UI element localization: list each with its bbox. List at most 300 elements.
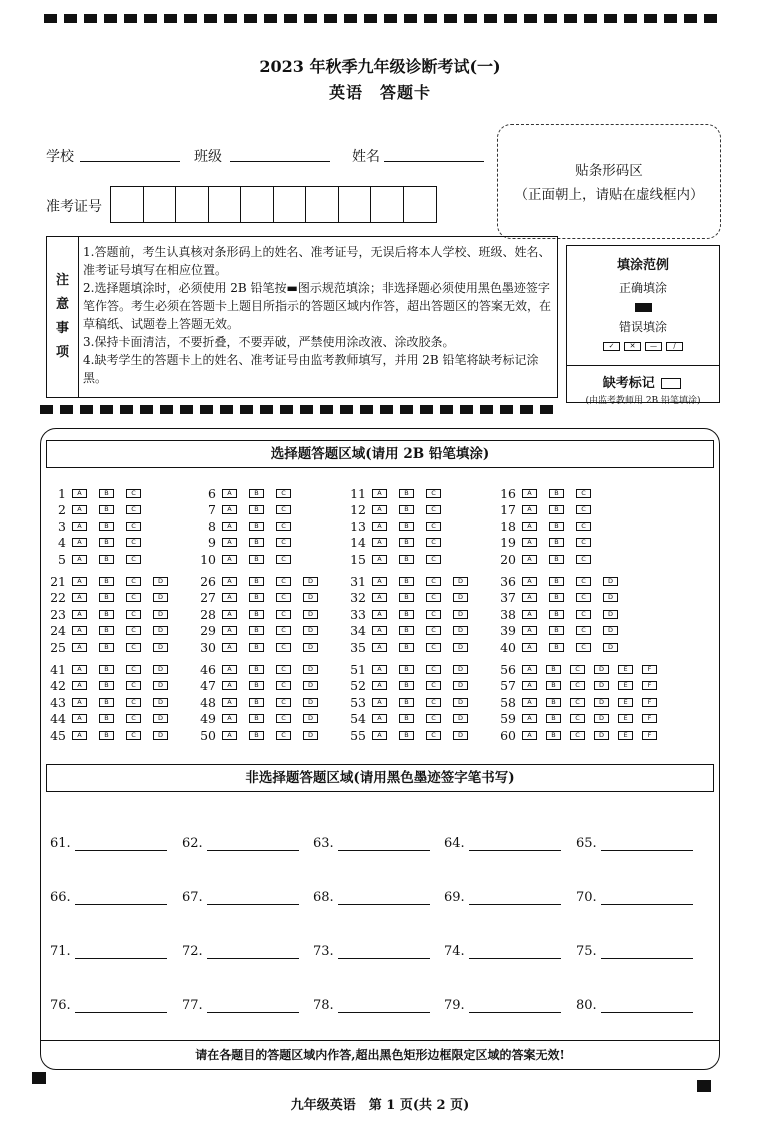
bubble-B[interactable]: B — [249, 643, 264, 652]
bubble-B[interactable]: B — [549, 538, 564, 547]
bubble-D[interactable]: D — [453, 731, 468, 740]
bubble-C[interactable]: C — [426, 538, 441, 547]
bubble-A[interactable]: A — [72, 698, 87, 707]
bubble-D[interactable]: D — [453, 593, 468, 602]
bubble-A[interactable]: A — [222, 538, 237, 547]
bubble-B[interactable]: B — [249, 593, 264, 602]
bubble-C[interactable]: C — [570, 665, 585, 674]
bubble-B[interactable]: B — [549, 522, 564, 531]
bubble-A[interactable]: A — [72, 538, 87, 547]
question-9 — [194, 535, 303, 551]
bubble-D[interactable]: D — [603, 643, 618, 652]
question-43 — [44, 694, 180, 710]
bubble-C[interactable]: C — [126, 714, 141, 723]
bubble-B[interactable]: B — [249, 505, 264, 514]
bubble-B[interactable]: B — [399, 714, 414, 723]
bubble-A[interactable]: A — [522, 731, 537, 740]
bubble-A[interactable]: A — [372, 593, 387, 602]
bubble-A[interactable]: A — [72, 665, 87, 674]
bubble-A[interactable]: A — [72, 610, 87, 619]
answer-blank[interactable] — [75, 837, 167, 851]
bubble-A[interactable]: A — [372, 577, 387, 586]
bubble-E[interactable]: E — [618, 698, 633, 707]
bubble-C[interactable]: C — [426, 489, 441, 498]
question-number: 7 — [208, 502, 216, 517]
bubble-C[interactable]: C — [426, 714, 441, 723]
bubble-A[interactable]: A — [222, 731, 237, 740]
question-48 — [194, 694, 330, 710]
bubble-C[interactable]: C — [276, 698, 291, 707]
question-number: 3 — [58, 518, 66, 534]
bubble-B[interactable]: B — [399, 522, 414, 531]
bubble-D[interactable]: D — [303, 698, 318, 707]
bubble-B[interactable]: B — [99, 626, 114, 635]
bubble-C[interactable]: C — [126, 626, 141, 635]
answer-blank[interactable] — [601, 891, 693, 905]
bubble-A[interactable]: A — [222, 714, 237, 723]
bubble-D[interactable]: D — [303, 593, 318, 602]
bubble-B[interactable]: B — [249, 681, 264, 690]
bubble-B[interactable]: B — [399, 643, 414, 652]
bubble-A[interactable]: A — [372, 698, 387, 707]
bubble-D[interactable]: D — [603, 577, 618, 586]
nonchoice-section-header: 非选择题答题区域(请用黑色墨迹签字笔书写) — [46, 764, 714, 792]
bubble-B[interactable]: B — [549, 555, 564, 564]
bubble-D[interactable]: D — [453, 643, 468, 652]
bubble-A[interactable]: A — [522, 577, 537, 586]
answer-blank[interactable] — [75, 945, 167, 959]
bubble-B[interactable]: B — [399, 626, 414, 635]
bubble-A[interactable]: A — [522, 489, 537, 498]
bubble-B[interactable]: B — [549, 489, 564, 498]
bubble-C[interactable]: C — [126, 643, 141, 652]
bubble-A[interactable]: A — [372, 681, 387, 690]
bubble-A[interactable]: A — [222, 505, 237, 514]
fill-question — [50, 998, 167, 1013]
bubble-C[interactable]: C — [570, 698, 585, 707]
question-34 — [344, 623, 480, 639]
answer-blank[interactable] — [207, 837, 299, 851]
bubble-C[interactable]: C — [276, 577, 291, 586]
bubble-C[interactable]: C — [276, 610, 291, 619]
bubble-A[interactable]: A — [72, 643, 87, 652]
bubble-C[interactable]: C — [576, 522, 591, 531]
bubble-D[interactable]: D — [303, 577, 318, 586]
bubble-F[interactable]: F — [642, 698, 657, 707]
bubble-C[interactable]: C — [426, 505, 441, 514]
bubble-C[interactable]: C — [126, 610, 141, 619]
bubble-F[interactable]: F — [642, 714, 657, 723]
answer-blank[interactable] — [469, 945, 561, 959]
bubble-C[interactable]: C — [126, 698, 141, 707]
bubble-C[interactable]: C — [126, 731, 141, 740]
answer-blank[interactable] — [469, 837, 561, 851]
bubble-B[interactable]: B — [99, 538, 114, 547]
bubble-A[interactable]: A — [372, 555, 387, 564]
notes-side-label: 注 意 事 项 — [47, 237, 79, 397]
bubble-B[interactable]: B — [249, 731, 264, 740]
bubble-D[interactable]: D — [303, 681, 318, 690]
bubble-B[interactable]: B — [249, 665, 264, 674]
question-18 — [494, 518, 603, 534]
bubble-A[interactable]: A — [222, 681, 237, 690]
bubble-B[interactable]: B — [546, 714, 561, 723]
question-24 — [44, 623, 180, 639]
bubble-B[interactable]: B — [249, 522, 264, 531]
barcode-area — [497, 124, 721, 239]
bubble-B[interactable]: B — [99, 731, 114, 740]
bubble-B[interactable]: B — [249, 698, 264, 707]
bubble-C[interactable]: C — [126, 522, 141, 531]
bubble-B[interactable]: B — [99, 714, 114, 723]
bubble-C[interactable]: C — [426, 610, 441, 619]
question-38 — [494, 606, 630, 622]
bubble-C[interactable]: C — [570, 714, 585, 723]
question-number: 53 — [350, 694, 366, 710]
bubble-A[interactable]: A — [372, 489, 387, 498]
question-55 — [344, 727, 480, 743]
bubble-E[interactable]: E — [618, 665, 633, 674]
absent-mark-box[interactable] — [661, 378, 681, 389]
bubble-A[interactable]: A — [522, 626, 537, 635]
bubble-B[interactable]: B — [399, 698, 414, 707]
bubble-A[interactable]: A — [222, 643, 237, 652]
fill-question-number: 67. — [182, 890, 203, 905]
question-30 — [194, 639, 330, 655]
name-input[interactable] — [384, 161, 484, 162]
fill-question-number: 80. — [576, 998, 597, 1013]
bubble-D[interactable]: D — [153, 593, 168, 602]
bubble-B[interactable]: B — [99, 577, 114, 586]
bubble-B[interactable]: B — [399, 577, 414, 586]
bubble-C[interactable]: C — [276, 593, 291, 602]
bubble-B[interactable]: B — [546, 681, 561, 690]
bubble-B[interactable]: B — [549, 643, 564, 652]
bubble-C[interactable]: C — [576, 489, 591, 498]
answer-blank[interactable] — [601, 999, 693, 1013]
question-number: 12 — [350, 502, 366, 517]
bubble-C[interactable]: C — [426, 731, 441, 740]
bubble-A[interactable]: A — [72, 626, 87, 635]
bubble-C[interactable]: C — [276, 522, 291, 531]
bubble-C[interactable]: C — [126, 489, 141, 498]
question-number: 35 — [350, 639, 366, 655]
bubble-C[interactable]: C — [276, 538, 291, 547]
bubble-B[interactable]: B — [546, 665, 561, 674]
bubble-D[interactable]: D — [303, 643, 318, 652]
bubble-B[interactable]: B — [546, 698, 561, 707]
bubble-B[interactable]: B — [549, 626, 564, 635]
answer-blank[interactable] — [338, 999, 430, 1013]
bubble-B[interactable]: B — [99, 610, 114, 619]
bubble-D[interactable]: D — [153, 610, 168, 619]
bubble-D[interactable]: D — [153, 665, 168, 674]
bubble-E[interactable]: E — [618, 714, 633, 723]
bubble-F[interactable]: F — [642, 665, 657, 674]
bubble-D[interactable]: D — [453, 681, 468, 690]
mid-dashed-border — [40, 405, 555, 414]
bubble-A[interactable]: A — [372, 643, 387, 652]
fill-question — [313, 836, 430, 851]
bubble-D[interactable]: D — [603, 626, 618, 635]
bubble-D[interactable]: D — [153, 577, 168, 586]
question-number: 49 — [200, 711, 216, 726]
answer-blank[interactable] — [338, 945, 430, 959]
bubble-B[interactable]: B — [549, 505, 564, 514]
bubble-B[interactable]: B — [549, 577, 564, 586]
bubble-A[interactable]: A — [372, 665, 387, 674]
bubble-C[interactable]: C — [426, 593, 441, 602]
bubble-B[interactable]: B — [99, 681, 114, 690]
bubble-C[interactable]: C — [276, 665, 291, 674]
bubble-D[interactable]: D — [594, 665, 609, 674]
bubble-A[interactable]: A — [522, 522, 537, 531]
answer-blank[interactable] — [75, 999, 167, 1013]
question-52 — [344, 678, 480, 694]
question-54 — [344, 711, 480, 727]
answer-blank[interactable] — [338, 891, 430, 905]
bubble-B[interactable]: B — [399, 610, 414, 619]
bubble-C[interactable]: C — [276, 626, 291, 635]
question-number: 59 — [500, 711, 516, 726]
bubble-A[interactable]: A — [222, 626, 237, 635]
bubble-A[interactable]: A — [72, 522, 87, 531]
bubble-A[interactable]: A — [522, 555, 537, 564]
bubble-A[interactable]: A — [72, 489, 87, 498]
bubble-B[interactable]: B — [399, 665, 414, 674]
question-number: 48 — [200, 694, 216, 710]
bubble-B[interactable]: B — [249, 538, 264, 547]
bubble-B[interactable]: B — [399, 505, 414, 514]
bubble-A[interactable]: A — [72, 681, 87, 690]
bubble-D[interactable]: D — [153, 643, 168, 652]
bubble-A[interactable]: A — [522, 538, 537, 547]
bubble-C[interactable]: C — [276, 489, 291, 498]
bubble-A[interactable]: A — [222, 610, 237, 619]
bubble-D[interactable]: D — [594, 698, 609, 707]
bubble-C[interactable]: C — [276, 555, 291, 564]
answer-blank[interactable] — [207, 999, 299, 1013]
class-input[interactable] — [230, 161, 330, 162]
question-39 — [494, 623, 630, 639]
bubble-D[interactable]: D — [153, 626, 168, 635]
bubble-D[interactable]: D — [453, 577, 468, 586]
bubble-D[interactable]: D — [453, 698, 468, 707]
bubble-B[interactable]: B — [399, 489, 414, 498]
bubble-C[interactable]: C — [126, 593, 141, 602]
bubble-C[interactable]: C — [126, 665, 141, 674]
bubble-E[interactable]: E — [618, 681, 633, 690]
fill-question — [50, 944, 167, 959]
bubble-A[interactable]: A — [222, 555, 237, 564]
bubble-C[interactable]: C — [576, 505, 591, 514]
bubble-C[interactable]: C — [576, 577, 591, 586]
bubble-D[interactable]: D — [303, 610, 318, 619]
bubble-D[interactable]: D — [594, 714, 609, 723]
bubble-A[interactable]: A — [372, 731, 387, 740]
bubble-D[interactable]: D — [603, 593, 618, 602]
bubble-B[interactable]: B — [399, 593, 414, 602]
bubble-B[interactable]: B — [399, 681, 414, 690]
bubble-A[interactable]: A — [222, 698, 237, 707]
bubble-A[interactable]: A — [222, 577, 237, 586]
bubble-C[interactable]: C — [426, 681, 441, 690]
bubble-D[interactable]: D — [303, 731, 318, 740]
bubble-F[interactable]: F — [642, 731, 657, 740]
question-number: 18 — [500, 518, 516, 534]
bubble-A[interactable]: A — [222, 593, 237, 602]
bubble-D[interactable]: D — [453, 665, 468, 674]
bubble-A[interactable]: A — [72, 577, 87, 586]
answer-blank[interactable] — [75, 891, 167, 905]
bubble-C[interactable]: C — [576, 643, 591, 652]
bubble-B[interactable]: B — [549, 610, 564, 619]
bubble-A[interactable]: A — [72, 731, 87, 740]
bubble-C[interactable]: C — [276, 505, 291, 514]
bubble-D[interactable]: D — [453, 626, 468, 635]
bubble-A[interactable]: A — [372, 610, 387, 619]
bubble-C[interactable]: C — [426, 626, 441, 635]
bubble-C[interactable]: C — [576, 593, 591, 602]
bubble-C[interactable]: C — [426, 665, 441, 674]
fill-question-number: 77. — [182, 998, 203, 1013]
fill-question-number: 63. — [313, 836, 334, 851]
question-25 — [44, 639, 180, 655]
bubble-D[interactable]: D — [303, 626, 318, 635]
exam-id-boxes[interactable] — [110, 186, 437, 223]
bubble-B[interactable]: B — [546, 731, 561, 740]
fill-question-number: 68. — [313, 890, 334, 905]
bubble-A[interactable]: A — [72, 505, 87, 514]
answer-blank[interactable] — [469, 891, 561, 905]
answer-blank[interactable] — [207, 891, 299, 905]
bubble-C[interactable]: C — [126, 681, 141, 690]
bubble-B[interactable]: B — [99, 555, 114, 564]
bubble-D[interactable]: D — [594, 731, 609, 740]
bubble-B[interactable]: B — [249, 489, 264, 498]
bubble-E[interactable]: E — [618, 731, 633, 740]
answer-blank[interactable] — [338, 837, 430, 851]
bubble-C[interactable]: C — [570, 731, 585, 740]
bubble-D[interactable]: D — [594, 681, 609, 690]
bubble-A[interactable]: A — [522, 610, 537, 619]
bubble-D[interactable]: D — [603, 610, 618, 619]
bubble-B[interactable]: B — [249, 610, 264, 619]
bubble-B[interactable]: B — [99, 643, 114, 652]
fill-question — [182, 998, 299, 1013]
bubble-B[interactable]: B — [249, 555, 264, 564]
answer-blank[interactable] — [207, 945, 299, 959]
question-15 — [344, 551, 453, 567]
question-51 — [344, 661, 480, 677]
answer-blank[interactable] — [601, 837, 693, 851]
question-number: 47 — [200, 678, 216, 693]
bubble-D[interactable]: D — [153, 731, 168, 740]
bubble-C[interactable]: C — [426, 643, 441, 652]
bubble-C[interactable]: C — [576, 538, 591, 547]
bubble-B[interactable]: B — [99, 698, 114, 707]
bubble-A[interactable]: A — [522, 593, 537, 602]
answer-blank[interactable] — [601, 945, 693, 959]
exam-title: 2023 年秋季九年级诊断考试(一) — [259, 57, 501, 76]
bubble-C[interactable]: C — [576, 555, 591, 564]
bubble-B[interactable]: B — [249, 714, 264, 723]
bubble-A[interactable]: A — [522, 698, 537, 707]
bubble-B[interactable]: B — [99, 665, 114, 674]
bubble-C[interactable]: C — [276, 714, 291, 723]
bubble-A[interactable]: A — [522, 643, 537, 652]
bubble-A[interactable]: A — [372, 714, 387, 723]
bubble-A[interactable]: A — [222, 665, 237, 674]
fill-question-number: 69. — [444, 890, 465, 905]
bubble-D[interactable]: D — [303, 714, 318, 723]
bubble-B[interactable]: B — [549, 593, 564, 602]
bubble-D[interactable]: D — [153, 698, 168, 707]
bubble-C[interactable]: C — [426, 555, 441, 564]
bubble-B[interactable]: B — [249, 577, 264, 586]
fill-question-number: 65. — [576, 836, 597, 851]
bubble-B[interactable]: B — [249, 626, 264, 635]
question-number: 6 — [208, 485, 216, 501]
school-input[interactable] — [80, 161, 180, 162]
bubble-D[interactable]: D — [153, 681, 168, 690]
bubble-C[interactable]: C — [570, 681, 585, 690]
bubble-A[interactable]: A — [222, 522, 237, 531]
bubble-B[interactable]: B — [399, 731, 414, 740]
bubble-A[interactable]: A — [372, 522, 387, 531]
bubble-A[interactable]: A — [522, 505, 537, 514]
bubble-D[interactable]: D — [453, 714, 468, 723]
bubble-B[interactable]: B — [399, 555, 414, 564]
bubble-D[interactable]: D — [303, 665, 318, 674]
question-35 — [344, 639, 480, 655]
bubble-C[interactable]: C — [426, 577, 441, 586]
bubble-C[interactable]: C — [576, 610, 591, 619]
bubble-A[interactable]: A — [72, 555, 87, 564]
bubble-A[interactable]: A — [372, 626, 387, 635]
bubble-B[interactable]: B — [99, 505, 114, 514]
bubble-B[interactable]: B — [399, 538, 414, 547]
bubble-D[interactable]: D — [453, 610, 468, 619]
correct-fill-sample — [635, 303, 652, 312]
bubble-C[interactable]: C — [426, 698, 441, 707]
bubble-C[interactable]: C — [126, 505, 141, 514]
bubble-B[interactable]: B — [99, 522, 114, 531]
bubble-C[interactable]: C — [276, 643, 291, 652]
answer-blank[interactable] — [469, 999, 561, 1013]
bubble-A[interactable]: A — [72, 714, 87, 723]
bubble-C[interactable]: C — [126, 538, 141, 547]
bubble-C[interactable]: C — [426, 522, 441, 531]
bubble-A[interactable]: A — [372, 505, 387, 514]
bubble-A[interactable]: A — [222, 489, 237, 498]
bubble-F[interactable]: F — [642, 681, 657, 690]
bubble-B[interactable]: B — [99, 489, 114, 498]
bubble-C[interactable]: C — [576, 626, 591, 635]
bubble-D[interactable]: D — [153, 714, 168, 723]
bubble-B[interactable]: B — [99, 593, 114, 602]
bubble-A[interactable]: A — [72, 593, 87, 602]
bubble-C[interactable]: C — [126, 555, 141, 564]
bubble-A[interactable]: A — [372, 538, 387, 547]
bubble-C[interactable]: C — [126, 577, 141, 586]
bubble-A[interactable]: A — [522, 714, 537, 723]
bubble-C[interactable]: C — [276, 681, 291, 690]
bubble-A[interactable]: A — [522, 665, 537, 674]
bubble-A[interactable]: A — [522, 681, 537, 690]
question-number: 36 — [500, 573, 516, 589]
bubble-C[interactable]: C — [276, 731, 291, 740]
